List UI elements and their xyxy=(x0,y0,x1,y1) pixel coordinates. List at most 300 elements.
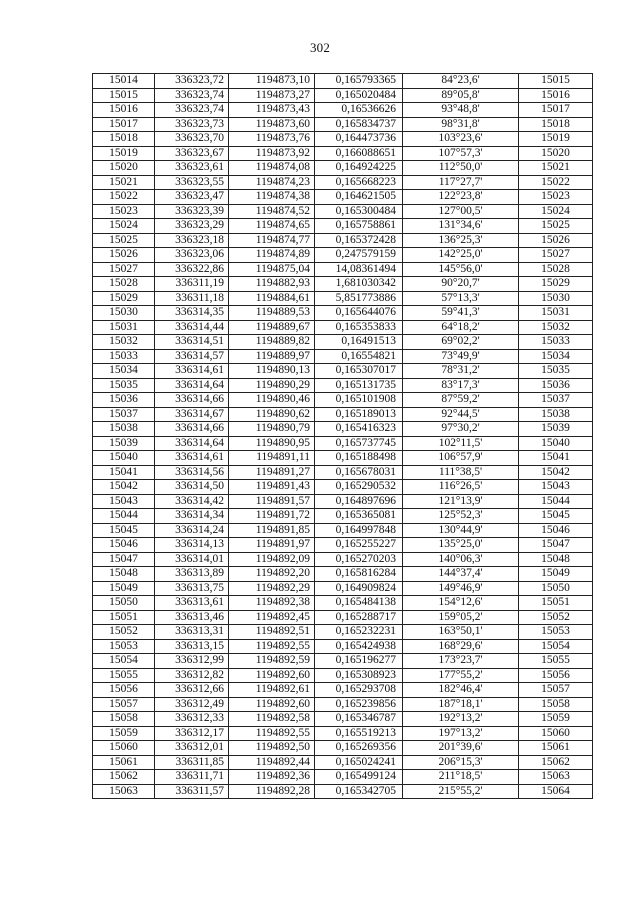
next-point-id-cell: 15027 xyxy=(519,248,593,263)
distance-cell: 0,165101908 xyxy=(315,393,403,408)
table-row xyxy=(93,132,593,147)
table-row xyxy=(93,581,593,596)
direction-angle-cell: 111°38,5' xyxy=(403,465,519,480)
next-point-id-cell: 15049 xyxy=(519,567,593,582)
next-point-id-cell: 15045 xyxy=(519,509,593,524)
direction-angle-cell: 117°27,7' xyxy=(403,175,519,190)
next-point-id-cell: 15041 xyxy=(519,451,593,466)
distance-cell: 0,165131735 xyxy=(315,378,403,393)
y-coordinate-cell: 1194874,65 xyxy=(229,219,315,234)
y-coordinate-cell: 1194874,08 xyxy=(229,161,315,176)
point-id-cell: 15045 xyxy=(93,523,155,538)
next-point-id-cell: 15055 xyxy=(519,654,593,669)
table-row xyxy=(93,74,593,89)
y-coordinate-cell: 1194892,28 xyxy=(229,784,315,799)
y-coordinate-cell: 1194873,60 xyxy=(229,117,315,132)
direction-angle-cell: 197°13,2' xyxy=(403,726,519,741)
distance-cell: 0,164997848 xyxy=(315,523,403,538)
next-point-id-cell: 15031 xyxy=(519,306,593,321)
table-row xyxy=(93,393,593,408)
x-coordinate-cell: 336312,99 xyxy=(155,654,229,669)
x-coordinate-cell: 336313,15 xyxy=(155,639,229,654)
x-coordinate-cell: 336323,72 xyxy=(155,74,229,89)
next-point-id-cell: 15026 xyxy=(519,233,593,248)
x-coordinate-cell: 336322,86 xyxy=(155,262,229,277)
distance-cell: 0,165189013 xyxy=(315,407,403,422)
x-coordinate-cell: 336314,61 xyxy=(155,451,229,466)
distance-cell: 0,16536626 xyxy=(315,103,403,118)
point-id-cell: 15015 xyxy=(93,88,155,103)
distance-cell: 0,165668223 xyxy=(315,175,403,190)
point-id-cell: 15060 xyxy=(93,741,155,756)
y-coordinate-cell: 1194873,10 xyxy=(229,74,315,89)
x-coordinate-cell: 336323,67 xyxy=(155,146,229,161)
y-coordinate-cell: 1194891,11 xyxy=(229,451,315,466)
y-coordinate-cell: 1194892,59 xyxy=(229,654,315,669)
distance-cell: 0,165239856 xyxy=(315,697,403,712)
y-coordinate-cell: 1194892,51 xyxy=(229,625,315,640)
direction-angle-cell: 107°57,3' xyxy=(403,146,519,161)
y-coordinate-cell: 1194892,55 xyxy=(229,639,315,654)
point-id-cell: 15035 xyxy=(93,378,155,393)
next-point-id-cell: 15017 xyxy=(519,103,593,118)
y-coordinate-cell: 1194875,04 xyxy=(229,262,315,277)
distance-cell: 0,165232231 xyxy=(315,625,403,640)
direction-angle-cell: 125°52,3' xyxy=(403,509,519,524)
direction-angle-cell: 168°29,6' xyxy=(403,639,519,654)
distance-cell: 0,165346787 xyxy=(315,712,403,727)
next-point-id-cell: 15047 xyxy=(519,538,593,553)
y-coordinate-cell: 1194892,20 xyxy=(229,567,315,582)
next-point-id-cell: 15060 xyxy=(519,726,593,741)
next-point-id-cell: 15021 xyxy=(519,161,593,176)
distance-cell: 0,165020484 xyxy=(315,88,403,103)
point-id-cell: 15018 xyxy=(93,132,155,147)
y-coordinate-cell: 1194892,58 xyxy=(229,712,315,727)
x-coordinate-cell: 336313,61 xyxy=(155,596,229,611)
distance-cell: 0,165307017 xyxy=(315,364,403,379)
distance-cell: 1,681030342 xyxy=(315,277,403,292)
point-id-cell: 15024 xyxy=(93,219,155,234)
next-point-id-cell: 15035 xyxy=(519,364,593,379)
x-coordinate-cell: 336312,17 xyxy=(155,726,229,741)
table-row xyxy=(93,610,593,625)
point-id-cell: 15047 xyxy=(93,552,155,567)
x-coordinate-cell: 336314,35 xyxy=(155,306,229,321)
x-coordinate-cell: 336312,33 xyxy=(155,712,229,727)
direction-angle-cell: 177°55,2' xyxy=(403,668,519,683)
point-id-cell: 15017 xyxy=(93,117,155,132)
next-point-id-cell: 15058 xyxy=(519,697,593,712)
table-row xyxy=(93,770,593,785)
table-row xyxy=(93,407,593,422)
y-coordinate-cell: 1194874,38 xyxy=(229,190,315,205)
point-id-cell: 15039 xyxy=(93,436,155,451)
y-coordinate-cell: 1194889,53 xyxy=(229,306,315,321)
distance-cell: 0,165255227 xyxy=(315,538,403,553)
table-row xyxy=(93,697,593,712)
distance-cell: 0,247579159 xyxy=(315,248,403,263)
table-row xyxy=(93,335,593,350)
distance-cell: 0,165270203 xyxy=(315,552,403,567)
x-coordinate-cell: 336313,75 xyxy=(155,581,229,596)
y-coordinate-cell: 1194874,77 xyxy=(229,233,315,248)
direction-angle-cell: 121°13,9' xyxy=(403,494,519,509)
next-point-id-cell: 15025 xyxy=(519,219,593,234)
next-point-id-cell: 15051 xyxy=(519,596,593,611)
y-coordinate-cell: 1194890,13 xyxy=(229,364,315,379)
x-coordinate-cell: 336314,61 xyxy=(155,364,229,379)
point-id-cell: 15034 xyxy=(93,364,155,379)
point-id-cell: 15061 xyxy=(93,755,155,770)
distance-cell: 0,165269356 xyxy=(315,741,403,756)
next-point-id-cell: 15056 xyxy=(519,668,593,683)
direction-angle-cell: 57°13,3' xyxy=(403,291,519,306)
table-row xyxy=(93,291,593,306)
x-coordinate-cell: 336323,18 xyxy=(155,233,229,248)
table-row xyxy=(93,277,593,292)
table-row xyxy=(93,233,593,248)
y-coordinate-cell: 1194890,95 xyxy=(229,436,315,451)
point-id-cell: 15054 xyxy=(93,654,155,669)
distance-cell: 0,165758861 xyxy=(315,219,403,234)
y-coordinate-cell: 1194892,60 xyxy=(229,697,315,712)
direction-angle-cell: 97°30,2' xyxy=(403,422,519,437)
next-point-id-cell: 15015 xyxy=(519,74,593,89)
distance-cell: 0,165678031 xyxy=(315,465,403,480)
distance-cell: 0,16491513 xyxy=(315,335,403,350)
table-row xyxy=(93,552,593,567)
point-id-cell: 15062 xyxy=(93,770,155,785)
next-point-id-cell: 15039 xyxy=(519,422,593,437)
x-coordinate-cell: 336314,42 xyxy=(155,494,229,509)
point-id-cell: 15020 xyxy=(93,161,155,176)
direction-angle-cell: 135°25,0' xyxy=(403,538,519,553)
y-coordinate-cell: 1194891,85 xyxy=(229,523,315,538)
y-coordinate-cell: 1194892,38 xyxy=(229,596,315,611)
x-coordinate-cell: 336314,64 xyxy=(155,378,229,393)
y-coordinate-cell: 1194889,67 xyxy=(229,320,315,335)
table-row xyxy=(93,668,593,683)
table-row xyxy=(93,190,593,205)
table-row xyxy=(93,117,593,132)
point-id-cell: 15033 xyxy=(93,349,155,364)
direction-angle-cell: 59°41,3' xyxy=(403,306,519,321)
point-id-cell: 15022 xyxy=(93,190,155,205)
x-coordinate-cell: 336323,74 xyxy=(155,103,229,118)
y-coordinate-cell: 1194873,27 xyxy=(229,88,315,103)
point-id-cell: 15043 xyxy=(93,494,155,509)
table-row xyxy=(93,88,593,103)
distance-cell: 0,165353833 xyxy=(315,320,403,335)
distance-cell: 0,165793365 xyxy=(315,74,403,89)
table-row xyxy=(93,422,593,437)
table-row xyxy=(93,320,593,335)
x-coordinate-cell: 336314,24 xyxy=(155,523,229,538)
point-id-cell: 15048 xyxy=(93,567,155,582)
distance-cell: 0,165416323 xyxy=(315,422,403,437)
point-id-cell: 15016 xyxy=(93,103,155,118)
direction-angle-cell: 64°18,2' xyxy=(403,320,519,335)
point-id-cell: 15055 xyxy=(93,668,155,683)
point-id-cell: 15051 xyxy=(93,610,155,625)
x-coordinate-cell: 336314,34 xyxy=(155,509,229,524)
point-id-cell: 15059 xyxy=(93,726,155,741)
next-point-id-cell: 15054 xyxy=(519,639,593,654)
x-coordinate-cell: 336311,85 xyxy=(155,755,229,770)
direction-angle-cell: 163°50,1' xyxy=(403,625,519,640)
next-point-id-cell: 15016 xyxy=(519,88,593,103)
point-id-cell: 15049 xyxy=(93,581,155,596)
table-row xyxy=(93,683,593,698)
next-point-id-cell: 15032 xyxy=(519,320,593,335)
y-coordinate-cell: 1194874,23 xyxy=(229,175,315,190)
x-coordinate-cell: 336314,67 xyxy=(155,407,229,422)
x-coordinate-cell: 336314,66 xyxy=(155,393,229,408)
point-id-cell: 15038 xyxy=(93,422,155,437)
y-coordinate-cell: 1194892,29 xyxy=(229,581,315,596)
distance-cell: 14,08361494 xyxy=(315,262,403,277)
table-row xyxy=(93,262,593,277)
direction-angle-cell: 89°05,8' xyxy=(403,88,519,103)
page-number: 302 xyxy=(309,40,331,55)
point-id-cell: 15040 xyxy=(93,451,155,466)
next-point-id-cell: 15019 xyxy=(519,132,593,147)
direction-angle-cell: 130°44,9' xyxy=(403,523,519,538)
next-point-id-cell: 15024 xyxy=(519,204,593,219)
point-id-cell: 15032 xyxy=(93,335,155,350)
point-id-cell: 15028 xyxy=(93,277,155,292)
table-row xyxy=(93,146,593,161)
distance-cell: 0,16554821 xyxy=(315,349,403,364)
next-point-id-cell: 15022 xyxy=(519,175,593,190)
direction-angle-cell: 84°23,6' xyxy=(403,74,519,89)
table-row xyxy=(93,726,593,741)
distance-cell: 0,165293708 xyxy=(315,683,403,698)
point-id-cell: 15052 xyxy=(93,625,155,640)
distance-cell: 0,164473736 xyxy=(315,132,403,147)
direction-angle-cell: 83°17,3' xyxy=(403,378,519,393)
distance-cell: 0,165188498 xyxy=(315,451,403,466)
table-row xyxy=(93,625,593,640)
x-coordinate-cell: 336323,73 xyxy=(155,117,229,132)
direction-angle-cell: 103°23,6' xyxy=(403,132,519,147)
table-row xyxy=(93,639,593,654)
distance-cell: 0,165372428 xyxy=(315,233,403,248)
next-point-id-cell: 15023 xyxy=(519,190,593,205)
table-row xyxy=(93,755,593,770)
x-coordinate-cell: 336314,64 xyxy=(155,436,229,451)
next-point-id-cell: 15064 xyxy=(519,784,593,799)
next-point-id-cell: 15018 xyxy=(519,117,593,132)
direction-angle-cell: 90°20,7' xyxy=(403,277,519,292)
coordinate-table xyxy=(92,73,593,799)
table-row xyxy=(93,567,593,582)
direction-angle-cell: 98°31,8' xyxy=(403,117,519,132)
table-row xyxy=(93,349,593,364)
table-row xyxy=(93,219,593,234)
point-id-cell: 15046 xyxy=(93,538,155,553)
next-point-id-cell: 15028 xyxy=(519,262,593,277)
table-body xyxy=(93,74,593,799)
table-row xyxy=(93,494,593,509)
table-row xyxy=(93,596,593,611)
x-coordinate-cell: 336323,29 xyxy=(155,219,229,234)
distance-cell: 0,165308923 xyxy=(315,668,403,683)
table-row xyxy=(93,204,593,219)
distance-cell: 0,165365081 xyxy=(315,509,403,524)
y-coordinate-cell: 1194891,43 xyxy=(229,480,315,495)
distance-cell: 0,165300484 xyxy=(315,204,403,219)
y-coordinate-cell: 1194884,61 xyxy=(229,291,315,306)
next-point-id-cell: 15036 xyxy=(519,378,593,393)
point-id-cell: 15027 xyxy=(93,262,155,277)
next-point-id-cell: 15046 xyxy=(519,523,593,538)
y-coordinate-cell: 1194891,27 xyxy=(229,465,315,480)
next-point-id-cell: 15033 xyxy=(519,335,593,350)
x-coordinate-cell: 336323,61 xyxy=(155,161,229,176)
direction-angle-cell: 215°55,2' xyxy=(403,784,519,799)
next-point-id-cell: 15044 xyxy=(519,494,593,509)
point-id-cell: 15031 xyxy=(93,320,155,335)
point-id-cell: 15050 xyxy=(93,596,155,611)
direction-angle-cell: 73°49,9' xyxy=(403,349,519,364)
y-coordinate-cell: 1194892,55 xyxy=(229,726,315,741)
x-coordinate-cell: 336312,01 xyxy=(155,741,229,756)
y-coordinate-cell: 1194892,44 xyxy=(229,755,315,770)
distance-cell: 0,165737745 xyxy=(315,436,403,451)
x-coordinate-cell: 336312,49 xyxy=(155,697,229,712)
table-row xyxy=(93,451,593,466)
x-coordinate-cell: 336323,06 xyxy=(155,248,229,263)
next-point-id-cell: 15057 xyxy=(519,683,593,698)
direction-angle-cell: 93°48,8' xyxy=(403,103,519,118)
next-point-id-cell: 15063 xyxy=(519,770,593,785)
x-coordinate-cell: 336312,82 xyxy=(155,668,229,683)
y-coordinate-cell: 1194882,93 xyxy=(229,277,315,292)
table-row xyxy=(93,538,593,553)
distance-cell: 0,164924225 xyxy=(315,161,403,176)
y-coordinate-cell: 1194892,09 xyxy=(229,552,315,567)
next-point-id-cell: 15029 xyxy=(519,277,593,292)
direction-angle-cell: 112°50,0' xyxy=(403,161,519,176)
distance-cell: 0,165484138 xyxy=(315,596,403,611)
next-point-id-cell: 15037 xyxy=(519,393,593,408)
table-row xyxy=(93,465,593,480)
point-id-cell: 15056 xyxy=(93,683,155,698)
distance-cell: 0,165834737 xyxy=(315,117,403,132)
direction-angle-cell: 159°05,2' xyxy=(403,610,519,625)
y-coordinate-cell: 1194892,60 xyxy=(229,668,315,683)
distance-cell: 0,164909824 xyxy=(315,581,403,596)
next-point-id-cell: 15020 xyxy=(519,146,593,161)
next-point-id-cell: 15043 xyxy=(519,480,593,495)
direction-angle-cell: 136°25,3' xyxy=(403,233,519,248)
x-coordinate-cell: 336314,44 xyxy=(155,320,229,335)
distance-cell: 5,851773886 xyxy=(315,291,403,306)
y-coordinate-cell: 1194892,61 xyxy=(229,683,315,698)
distance-cell: 0,165288717 xyxy=(315,610,403,625)
point-id-cell: 15030 xyxy=(93,306,155,321)
x-coordinate-cell: 336311,57 xyxy=(155,784,229,799)
distance-cell: 0,165342705 xyxy=(315,784,403,799)
direction-angle-cell: 106°57,9' xyxy=(403,451,519,466)
table-row xyxy=(93,161,593,176)
y-coordinate-cell: 1194892,36 xyxy=(229,770,315,785)
table-row xyxy=(93,509,593,524)
distance-cell: 0,164621505 xyxy=(315,190,403,205)
y-coordinate-cell: 1194873,76 xyxy=(229,132,315,147)
direction-angle-cell: 78°31,2' xyxy=(403,364,519,379)
direction-angle-cell: 187°18,1' xyxy=(403,697,519,712)
next-point-id-cell: 15030 xyxy=(519,291,593,306)
table-row xyxy=(93,480,593,495)
direction-angle-cell: 87°59,2' xyxy=(403,393,519,408)
point-id-cell: 15019 xyxy=(93,146,155,161)
y-coordinate-cell: 1194890,46 xyxy=(229,393,315,408)
distance-cell: 0,166088651 xyxy=(315,146,403,161)
point-id-cell: 15026 xyxy=(93,248,155,263)
next-point-id-cell: 15042 xyxy=(519,465,593,480)
point-id-cell: 15041 xyxy=(93,465,155,480)
direction-angle-cell: 149°46,9' xyxy=(403,581,519,596)
distance-cell: 0,165024241 xyxy=(315,755,403,770)
y-coordinate-cell: 1194873,43 xyxy=(229,103,315,118)
point-id-cell: 15037 xyxy=(93,407,155,422)
distance-cell: 0,165816284 xyxy=(315,567,403,582)
x-coordinate-cell: 336314,01 xyxy=(155,552,229,567)
y-coordinate-cell: 1194889,82 xyxy=(229,335,315,350)
direction-angle-cell: 182°46,4' xyxy=(403,683,519,698)
x-coordinate-cell: 336323,39 xyxy=(155,204,229,219)
x-coordinate-cell: 336314,56 xyxy=(155,465,229,480)
next-point-id-cell: 15048 xyxy=(519,552,593,567)
distance-cell: 0,164897696 xyxy=(315,494,403,509)
direction-angle-cell: 144°37,4' xyxy=(403,567,519,582)
x-coordinate-cell: 336311,71 xyxy=(155,770,229,785)
point-id-cell: 15036 xyxy=(93,393,155,408)
point-id-cell: 15053 xyxy=(93,639,155,654)
table-row xyxy=(93,306,593,321)
table-row xyxy=(93,248,593,263)
point-id-cell: 15023 xyxy=(93,204,155,219)
table-row xyxy=(93,103,593,118)
table-row xyxy=(93,378,593,393)
y-coordinate-cell: 1194874,52 xyxy=(229,204,315,219)
table-row xyxy=(93,784,593,799)
point-id-cell: 15044 xyxy=(93,509,155,524)
table-row xyxy=(93,712,593,727)
direction-angle-cell: 102°11,5' xyxy=(403,436,519,451)
distance-cell: 0,165644076 xyxy=(315,306,403,321)
direction-angle-cell: 142°25,0' xyxy=(403,248,519,263)
y-coordinate-cell: 1194891,97 xyxy=(229,538,315,553)
y-coordinate-cell: 1194891,57 xyxy=(229,494,315,509)
point-id-cell: 15021 xyxy=(93,175,155,190)
x-coordinate-cell: 336313,31 xyxy=(155,625,229,640)
x-coordinate-cell: 336323,55 xyxy=(155,175,229,190)
y-coordinate-cell: 1194892,50 xyxy=(229,741,315,756)
next-point-id-cell: 15040 xyxy=(519,436,593,451)
point-id-cell: 15029 xyxy=(93,291,155,306)
direction-angle-cell: 192°13,2' xyxy=(403,712,519,727)
direction-angle-cell: 154°12,6' xyxy=(403,596,519,611)
y-coordinate-cell: 1194890,29 xyxy=(229,378,315,393)
next-point-id-cell: 15053 xyxy=(519,625,593,640)
direction-angle-cell: 69°02,2' xyxy=(403,335,519,350)
table-row xyxy=(93,436,593,451)
distance-cell: 0,165519213 xyxy=(315,726,403,741)
